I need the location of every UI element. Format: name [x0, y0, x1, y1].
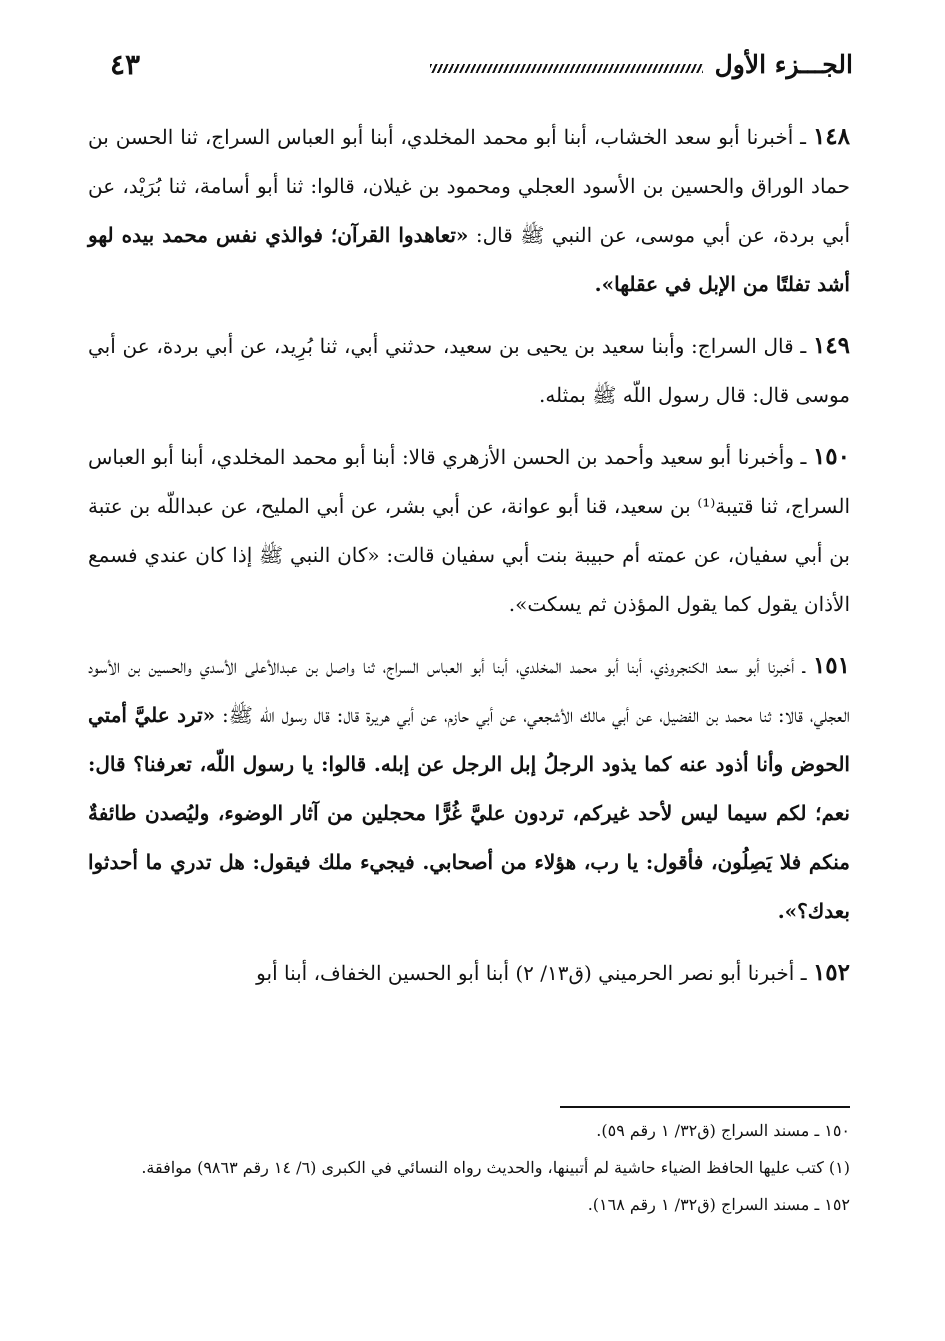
hadith-chain: ـ أخبرنا أبو سعد الكنجروذي، أبنا أبو محمد المخلدي، أبنا أبو العباس السراج، ثنا واصل بن عبدالأعلى الأسدي والحسين بن الأسود العجلي، قالا: ثنا محمد بن الفضيل، عن أبي مالك الأشجعي، عن أبي حازم، عن أبي هريرة قال: قال رسول اللّه ﷺ:: [88, 654, 850, 727]
hadith-chain: ـ أخبرنا أبو سعد الخشاب، أبنا أبو محمد المخلدي، أبنا أبو العباس السراج، ثنا الحسن بن حماد الوراق والحسين بن الأسود العجلي ومحمود بن غيلان، قالوا: ثنا أبو أسامة، ثنا بُرَيْد، عن أبي بردة، عن أبي موسى، عن النبي ﷺ قال:: [88, 125, 851, 247]
volume-title: الجـــزء الأول: [714, 50, 853, 79]
header-decorative-rule: [430, 64, 703, 73]
hadith-chain: ـ قال السراج: وأبنا سعيد بن يحيى بن سعيد، حدثني أبي، ثنا بُرِيد، عن أبي بردة، عن أبي موسى قال: قال رسول اللّه ﷺ بمثله.: [88, 334, 850, 407]
hadith-number: ١٤٩: [812, 332, 850, 359]
hadith-number: ١٥٢: [812, 959, 850, 986]
footnote-152: ١٥٢ ـ مسند السراج (ق٣٢/ ١ رقم ١٦٨).: [587, 1195, 850, 1214]
running-header: [90, 44, 853, 88]
hadith-number: ١٥٠: [812, 443, 850, 470]
footnote-1: (١) كتب عليها الحافظ الضياء حاشية لم أتبينها، والحديث رواه النسائي في الكبرى (٦/ ١٤ رقم ٩٨٦٣) موافقة.: [141, 1158, 850, 1177]
hadith-chain: ـ أخبرنا أبو نصر الحرميني (ق١٣/ ٢) أبنا أبو الحسين الخفاف، أبنا أبو: [256, 961, 807, 985]
hadith-number: ١٥١: [812, 652, 850, 679]
hadith-entry-150: [88, 432, 850, 629]
page-number: ٤٣: [110, 48, 141, 81]
hadith-chain: ـ وأخبرنا أبو سعيد وأحمد بن الحسن الأزهري قالا: أبنا أبو محمد المخلدي، أبنا أبو العباس السراج، ثنا قتيبة⁽¹⁾ بن سعيد، قنا أبو عوانة، عن أبي بشر، عن أبي المليح، عن عبداللّه بن عتبة بن أبي سفيان، عن عمته أم حبيبة بنت أبي سفيان قالت: «كان النبي ﷺ إذا كان عندي فسمع الأذان يقول كما يقول المؤذن ثم يسكت».: [88, 445, 850, 616]
hadith-matn: «ترد عليَّ أمتي الحوض وأنا أذود عنه كما يذود الرجلُ إبل الرجل عن إبله. قالوا: يا رسول اللّه، تعرفنا؟ قال: نعم؛ لكم سيما ليس لأحد غيركم، تردون عليَّ غُرًّا محجلين من آثار الوضوء، وليُصدن طائفةٌ منكم فلا يَصِلُون، فأقول: يا رب، هؤلاء من أصحابي. فيجيء ملك فيقول: هل تدري ما أحدثوا بعدك؟».: [88, 703, 850, 923]
footnote-separator: [560, 1106, 850, 1108]
footnotes: [88, 1112, 850, 1223]
hadith-number: ١٤٨: [812, 123, 850, 150]
hadith-matn: «تعاهدوا القرآن؛ فوالذي نفس محمد بيده لهو أشد تفلتًا من الإبل في عقلها».: [88, 223, 850, 296]
hadith-entry-149: [88, 321, 850, 420]
main-text: [88, 112, 850, 1010]
hadith-entry-152: [88, 948, 850, 998]
hadith-entry-148: [88, 112, 850, 309]
footnote-150: ١٥٠ ـ مسند السراج (ق٣٢/ ١ رقم ٥٩).: [596, 1121, 850, 1140]
hadith-entry-151: [88, 641, 850, 936]
